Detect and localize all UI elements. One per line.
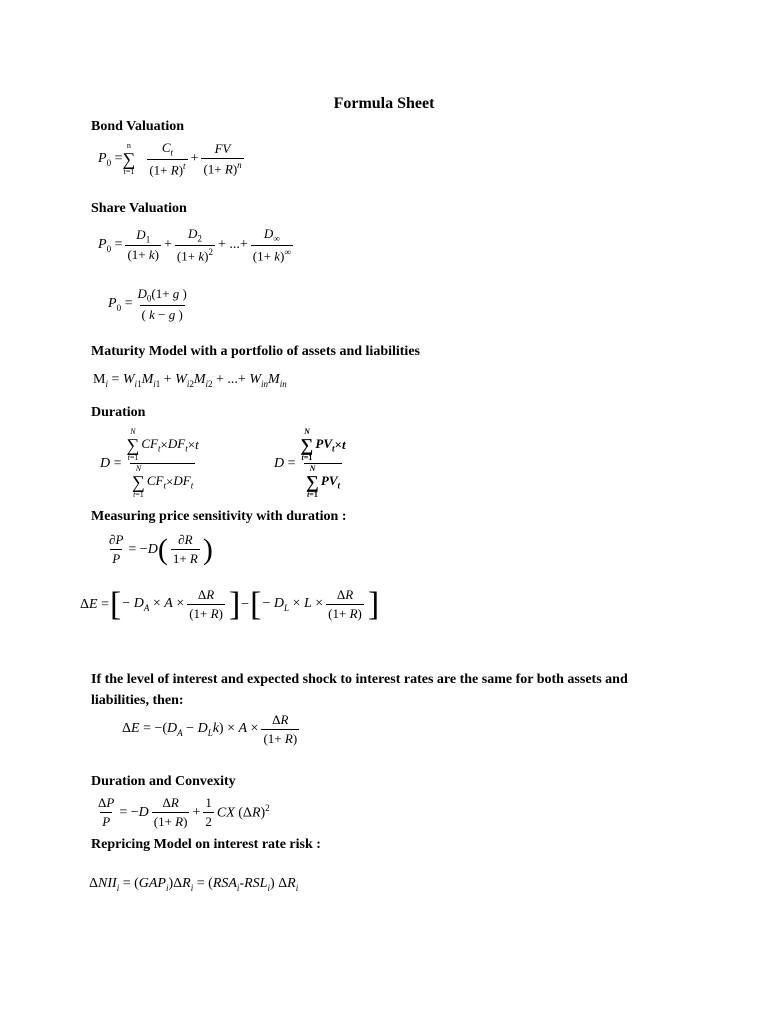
heading-duration: Duration	[91, 405, 146, 420]
formula-duration-convexity: $\frac{\Delta P}{P}$ = −D ΔR (1+ R) + $\frac{1}{2}$ CX $(\Delta R)^2$	[98, 795, 270, 829]
heading-share-valuation: Share Valuation	[91, 201, 187, 216]
heading-repricing-model: Repricing Model on interest rate risk :	[91, 837, 321, 852]
page-title: Formula Sheet	[333, 95, 435, 112]
formula-leverage-adjusted-gap: $\Delta E = -(D_A - D_Lk) \times A$ × $\frac{\Delta R}{(1+ R)}$	[122, 712, 298, 746]
heading-duration-convexity: Duration and Convexity	[91, 774, 236, 789]
paragraph-same-interest-level: If the level of interest and expected shock to interest rates are the same for both assets and liabilities, then:	[91, 672, 628, 708]
heading-measuring-price-sensitivity: Measuring price sensitivity with duration :	[91, 509, 347, 524]
formula-repricing-model: $\Delta NII_i = (GAP_i)\Delta R_i = (RSA_i-RSL_i)$ $\Delta R_i$	[89, 876, 299, 893]
heading-bond-valuation: Bond Valuation	[91, 119, 184, 134]
formula-duration-present-value: D = N ∑ t=1 $PV_t$ × t N ∑ t=1 $PV_t$	[274, 427, 346, 499]
formula-maturity-model: $M_i = W_{i1}M_{i1} + W_{i2}M_{i2}$ + ...+ $W_{in}M_{in}$	[93, 372, 287, 389]
formula-share-valuation-growth: $P_0$ = $\frac{D_0(1+ g )}{( k - g )}$	[108, 286, 187, 322]
heading-maturity-model: Maturity Model with a portfolio of assets and liabilities	[91, 344, 420, 359]
formula-bond-valuation: $P_0$ = n ∑ t=1 $C_t$ $(1+ R)^t$ + $\frac{FV}{(1+ R)^n}$	[98, 140, 242, 177]
formula-price-sensitivity: $\frac{\partial P}{P}$ = −D ( ∂R 1+ R )	[109, 532, 213, 566]
formula-equity-change: ΔE = [ − $D_A \times A$ × $\frac{\Delta R}{(1+ R)}$ ] − [ − $D_L \times L$ × $\frac{\Delta R}{(1+ R)}$ ]	[80, 585, 380, 623]
formula-duration-cash-flow: D = N ∑ t=1 $CF_t$ × $DF_t$ × t N ∑ t=1 $CF_t$ × $DF_t$	[100, 427, 199, 499]
formula-share-valuation-general: $P_0$ = $\frac{D_1}{(1+ k)}$ + $\frac{D_2}{(1+ k)^2}$ + ...+ $\frac{D_\infty}{(1+ k)^\infty}$	[98, 226, 291, 263]
